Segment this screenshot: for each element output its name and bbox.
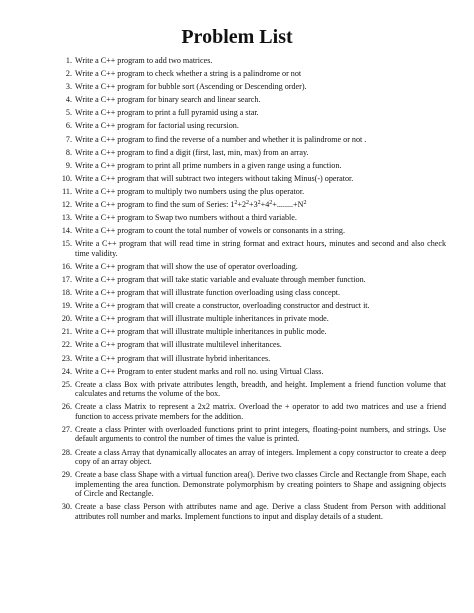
list-item xyxy=(58,56,446,66)
item-text xyxy=(75,367,446,377)
item-number: 11. xyxy=(62,186,72,196)
item-number: 3. xyxy=(65,82,72,92)
list-item xyxy=(58,69,446,79)
series-exponent: 2 xyxy=(269,200,273,207)
list-item xyxy=(58,213,446,223)
list-item xyxy=(58,380,446,399)
item-number: 30. xyxy=(61,502,72,512)
item-number: 24. xyxy=(61,366,72,376)
item-text xyxy=(75,402,446,421)
item-number: 28. xyxy=(61,447,72,457)
page-title: Problem List xyxy=(181,26,293,48)
item-number: 13. xyxy=(61,213,72,223)
list-item xyxy=(58,262,446,272)
item-text xyxy=(75,82,446,92)
item-text-body: Write a C++ Program to enter student marks and roll no. using Virtual Class. xyxy=(75,366,324,376)
item-text-body: Write a C++ program to print a full pyramid using a star. xyxy=(75,108,259,118)
item-text-body: Write a C++ program that will take static variable and evaluate through member function. xyxy=(75,275,366,284)
item-text xyxy=(75,148,446,158)
item-text-body: Write a C++ program to count the total number of vowels or consonants in a string. xyxy=(75,226,345,236)
list-item xyxy=(58,187,446,197)
item-text-body: Create a class Array that dynamically allocates an array of integers. Implement a copy constructor to create a deep copy of an array object. xyxy=(75,447,446,467)
list-item xyxy=(58,448,446,467)
item-text xyxy=(75,314,446,324)
item-number: 14. xyxy=(61,226,72,236)
item-number: 18. xyxy=(61,288,72,298)
item-text-body: Write a C++ program to print all prime numbers in a given range using a function. xyxy=(75,160,342,170)
item-number: 10. xyxy=(61,173,72,183)
item-number: 29. xyxy=(61,470,72,480)
item-text-body: Create a base class Person with attributes name and age. Derive a class Student from Person with additional attributes roll number and marks. Implement functions to input and display details of a student. xyxy=(75,502,446,521)
item-text xyxy=(75,213,446,223)
list-item xyxy=(58,275,446,285)
item-text-body: Write a C++ program to find a digit (first, last, min, max) from an array. xyxy=(75,147,309,157)
item-text xyxy=(75,425,446,444)
item-number: 2. xyxy=(65,69,72,79)
item-text xyxy=(75,301,446,311)
item-number: 23. xyxy=(61,353,72,363)
list-item xyxy=(58,226,446,236)
item-number: 19. xyxy=(61,301,72,311)
item-text xyxy=(75,174,446,184)
list-item xyxy=(58,327,446,337)
item-number: 5. xyxy=(65,108,72,118)
item-text xyxy=(75,226,446,236)
item-text xyxy=(75,108,446,118)
item-number: 21. xyxy=(61,327,72,337)
item-number: 4. xyxy=(65,95,72,105)
item-text-body: Create a class Matrix to represent a 2x2 matrix. Overload the + operator to add two matrices and use a friend function to access private members for the addition. xyxy=(75,402,446,421)
item-text-body: Write a C++ program to find the reverse of a number and whether it is palindrome or not . xyxy=(75,134,367,144)
series-exponent: 2 xyxy=(257,200,261,207)
list-item xyxy=(58,314,446,324)
item-text xyxy=(75,262,446,272)
item-text xyxy=(75,448,446,467)
item-text xyxy=(75,161,446,171)
item-text-body: Write a C++ program that will subtract two integers without taking Minus(-) operator. xyxy=(75,173,354,183)
item-text-body: Write a C++ program that will illustrate multiple inheritances in public mode. xyxy=(75,327,327,337)
item-number: 6. xyxy=(65,121,72,131)
series-exponent: 2 xyxy=(234,200,238,207)
series-term: 1 xyxy=(230,200,235,210)
list-item xyxy=(58,301,446,311)
series-exponent: 2 xyxy=(303,200,307,207)
item-number: 17. xyxy=(61,275,72,284)
item-text-body: Write a C++ program for bubble sort (Ascending or Descending order). xyxy=(75,82,307,92)
item-text xyxy=(75,354,446,364)
item-number: 1. xyxy=(65,56,72,65)
item-text-body: Write a C++ program that will illustrate function overloading using class concept. xyxy=(75,288,341,298)
item-number: 9. xyxy=(65,160,72,170)
list-item xyxy=(58,135,446,145)
item-text xyxy=(75,470,446,499)
series-term: +........+N xyxy=(272,200,304,210)
item-text-body: Write a C++ program to check whether a string is a palindrome or not xyxy=(75,69,302,79)
item-number: 22. xyxy=(61,340,72,350)
series-term: +3 xyxy=(249,200,258,210)
item-text-body: Write a C++ program to multiply two numbers using the plus operator. xyxy=(75,186,305,196)
item-text xyxy=(75,239,446,258)
list-item xyxy=(58,502,446,521)
item-text-body: Write a C++ program to find the sum of Series: xyxy=(75,200,231,210)
item-text xyxy=(75,121,446,131)
item-number: 25. xyxy=(61,379,72,389)
list-item xyxy=(58,367,446,377)
item-text xyxy=(75,275,446,285)
list-item xyxy=(58,200,446,210)
item-text-body: Write a C++ program to Swap two numbers without a third variable. xyxy=(75,213,297,223)
item-text-body: Write a C++ program that will illustrate multiple inheritances in private mode. xyxy=(75,314,329,324)
list-item xyxy=(58,82,446,92)
list-item xyxy=(58,402,446,421)
item-number: 8. xyxy=(65,147,72,157)
item-text-body: Write a C++ program that will read time in string format and extract hours, minutes and second and also check time validity. xyxy=(75,239,446,258)
item-number: 12. xyxy=(61,200,72,210)
item-text xyxy=(75,200,446,210)
item-text xyxy=(75,135,446,145)
list-item xyxy=(58,161,446,171)
item-number: 26. xyxy=(61,402,72,412)
list-item xyxy=(58,239,446,258)
item-text xyxy=(75,380,446,399)
item-text xyxy=(75,56,446,66)
item-text-body: Write a C++ program to add two matrices. xyxy=(75,56,213,65)
list-item xyxy=(58,121,446,131)
list-item xyxy=(58,470,446,499)
problem-list xyxy=(58,56,446,525)
item-text xyxy=(75,502,446,521)
item-text-body: Write a C++ program that will create a constructor, overloading constructor and destruct it. xyxy=(75,301,370,311)
series-term: +4 xyxy=(260,200,270,210)
list-item xyxy=(58,95,446,105)
item-text xyxy=(75,69,446,79)
list-item xyxy=(58,108,446,118)
item-text-body: Create a class Printer with overloaded functions print to print integers, floating-point numbers, and strings. Use default arguments to control the number of times the value is printed. xyxy=(75,424,446,444)
list-item xyxy=(58,288,446,298)
list-item xyxy=(58,425,446,444)
list-item xyxy=(58,174,446,184)
list-item xyxy=(58,340,446,350)
item-number: 20. xyxy=(61,314,72,324)
item-text xyxy=(75,187,446,197)
item-text-body: Write a C++ program that will illustrate hybrid inheritances. xyxy=(75,353,271,363)
item-number: 7. xyxy=(65,134,72,144)
item-text-body: Create a class Box with private attributes length, breadth, and height. Implement a friend function volume that calculates and returns the volume of the box. xyxy=(75,379,446,399)
item-text-body: Write a C++ program for binary search and linear search. xyxy=(75,95,261,105)
list-item xyxy=(58,148,446,158)
item-text-body: Write a C++ program that will show the use of operator overloading. xyxy=(75,261,298,271)
item-number: 15. xyxy=(61,239,72,249)
item-text-body: Write a C++ program that will illustrate multilevel inheritances. xyxy=(75,340,282,350)
item-text xyxy=(75,340,446,350)
list-item xyxy=(58,354,446,364)
item-number: 16. xyxy=(61,261,72,271)
series-term: +2 xyxy=(237,200,247,210)
series-exponent: 2 xyxy=(246,200,250,207)
item-text xyxy=(75,288,446,298)
item-number: 27. xyxy=(61,424,72,434)
item-text-body: Create a base class Shape with a virtual function area(). Derive two classes Circle and Rectangle from Shape, each implementing the area function. Demonstrate polymorphism by creating pointers to Shape and assigning objects of Circle and Rectangle. xyxy=(75,470,446,499)
item-text-body: Write a C++ program for factorial using recursion. xyxy=(75,121,239,131)
item-text xyxy=(75,327,446,337)
item-text xyxy=(75,95,446,105)
